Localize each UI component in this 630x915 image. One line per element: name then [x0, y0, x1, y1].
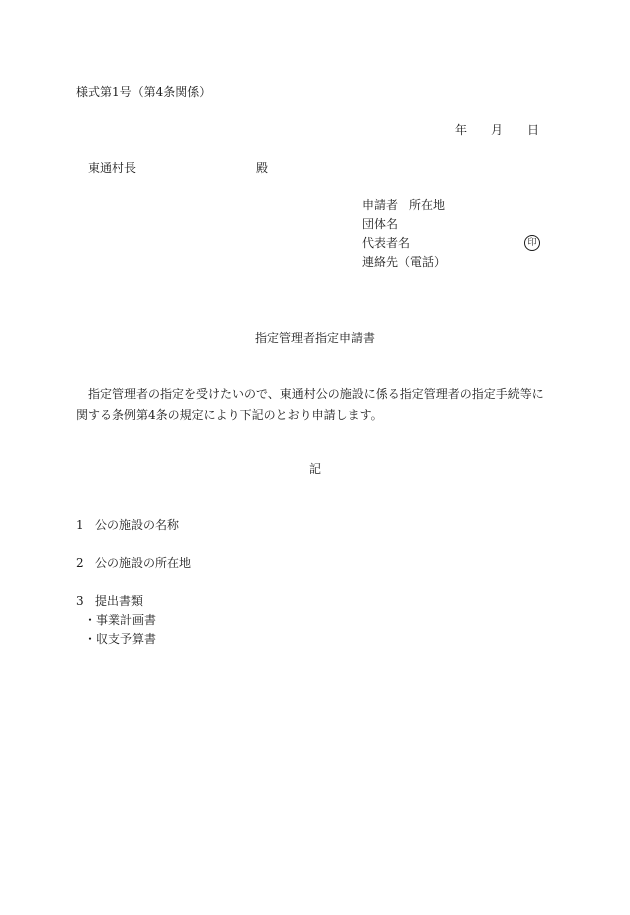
applicant-heading: 申請者	[362, 198, 399, 212]
document-item-1: ・事業計画書	[84, 613, 157, 627]
ki-heading: 記	[308, 462, 321, 476]
date-day: 日	[527, 123, 540, 137]
form-number: 様式第1号（第4条関係）	[76, 85, 212, 99]
applicant-contact-label: 連絡先（電話）	[362, 255, 447, 269]
date-year: 年	[455, 123, 468, 137]
seal-mark: 印	[524, 235, 540, 251]
item-3-label: 提出書類	[95, 594, 144, 608]
item-2-label: 公の施設の所在地	[95, 556, 192, 570]
item-1-number: 1	[76, 518, 84, 532]
applicant-representative-label: 代表者名	[362, 236, 411, 250]
addressee-name: 東通村長	[88, 161, 137, 175]
date-month: 月	[491, 123, 504, 137]
application-body: 指定管理者の指定を受けたいので、東通村公の施設に係る指定管理者の指定手続等に関する条例第4条の規定により下記のとおり申請します。	[76, 387, 544, 422]
document-title: 指定管理者指定申請書	[254, 331, 375, 345]
applicant-address-label: 所在地	[409, 198, 446, 212]
addressee-honorific: 殿	[256, 161, 269, 175]
item-1-label: 公の施設の名称	[95, 518, 180, 532]
document-item-2: ・収支予算書	[84, 632, 157, 646]
item-3-number: 3	[76, 594, 84, 608]
item-2-number: 2	[76, 556, 84, 570]
applicant-group-label: 団体名	[362, 217, 399, 231]
